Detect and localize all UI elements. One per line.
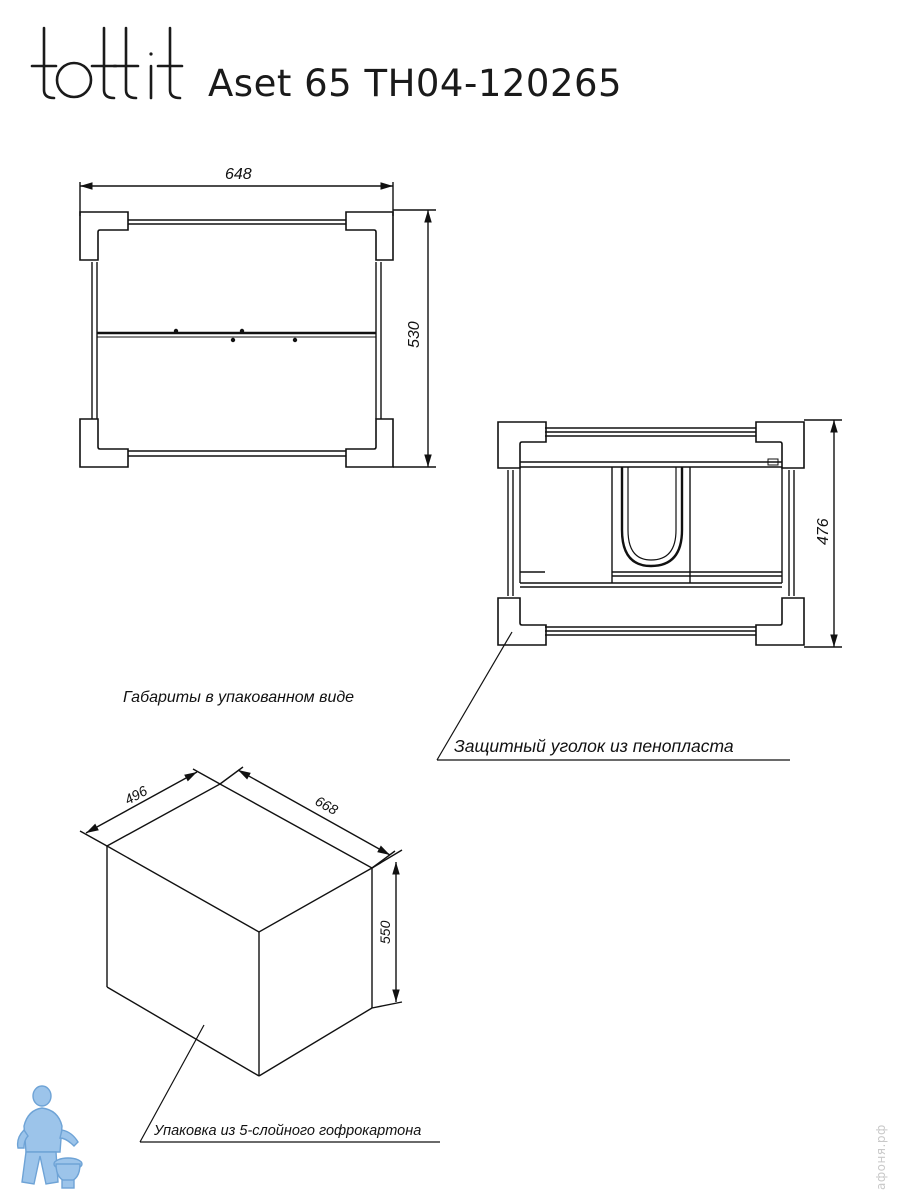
logo-text: tottit: [30, 20, 32, 21]
side-view-height-dim: 476: [815, 518, 832, 545]
top-view: [80, 182, 436, 467]
packaging-depth-dim: 496: [121, 782, 150, 808]
plumber-mascot-icon: [8, 1082, 88, 1194]
watermark: афоня.рф: [874, 1124, 888, 1190]
top-view-holes: [174, 329, 297, 342]
top-view-depth-dim: 530: [406, 321, 423, 348]
packaging-material-label: Упаковка из 5-слойного гофрокартона: [154, 1123, 422, 1139]
packaging-height-dim: 550: [377, 920, 393, 944]
packaging-heading: Габариты в упакованном виде: [123, 689, 355, 706]
side-view: [437, 420, 842, 760]
product-title: Aset 65 TH04-120265: [208, 62, 623, 105]
packaging-width-dim: 668: [312, 792, 341, 818]
foam-corner-label: Защитный уголок из пенопласта: [454, 736, 734, 756]
packaging-box: [80, 767, 440, 1142]
top-view-width-dim: 648: [225, 166, 252, 183]
